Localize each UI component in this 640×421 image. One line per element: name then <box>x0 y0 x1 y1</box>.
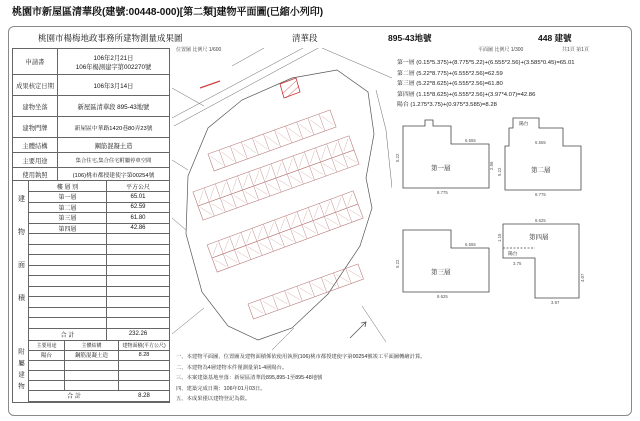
info-value: (106)桃市都授建使字第00254號 <box>72 172 155 179</box>
annex-header <box>29 341 169 351</box>
calc-line: 第二層 (5.22*8.775)+(6.555*2.56)=62.59 <box>397 70 503 77</box>
floor-row-empty <box>29 287 169 298</box>
floor-name: 第四層 <box>29 224 107 234</box>
page-title: 桃園市新屋區清華段(建號:00448-000)[第二類]建物平面圖(已縮小列印) <box>12 7 324 18</box>
calc-line: 陽台 (1.275*3.75)+(0.975*3.585)=8.28 <box>397 102 497 109</box>
annex-columns <box>29 341 169 402</box>
floor-plan-drawings <box>395 112 635 350</box>
info-row-use <box>13 153 169 168</box>
info-value: 新屋區清華段 895-43地號 <box>77 103 150 111</box>
floor-area-value: 42.86 <box>130 225 146 232</box>
floor-row <box>29 192 169 203</box>
info-row-license <box>13 168 169 181</box>
info-value: 新屋區中華路1420巷80弄23號 <box>74 125 153 132</box>
total-value: 232.26 <box>128 331 148 337</box>
info-value: 鋼筋混凝土造 <box>94 142 133 150</box>
info-row-address <box>13 117 169 138</box>
location-map-scale: 位置圖 比例尺 1/600 <box>176 47 222 53</box>
plan-label-balcony-4f: 陽台 <box>508 252 518 257</box>
annex-total-row <box>29 391 169 402</box>
office-title: 桃園市楊梅地政事務所建物測量成果圖 <box>38 33 183 43</box>
info-label: 建物門牌 <box>13 117 58 137</box>
info-value <box>58 49 169 74</box>
info-label: 建物坐落 <box>13 96 58 116</box>
annex-area: 8.28 <box>138 352 150 358</box>
col-header-floor: 樓 層 別 <box>29 181 107 191</box>
notes-block <box>176 352 476 405</box>
annex-use: 陽台 <box>29 351 65 360</box>
info-label: 主要用途 <box>13 153 58 167</box>
neighbor-parcel-lines <box>172 48 392 350</box>
col-header-area: 平方公尺 <box>125 184 150 191</box>
floor-area-value: 65.01 <box>130 193 146 200</box>
subject-parcel <box>280 78 300 98</box>
note-line: 三、本案建築基地坐落：新屋區清華段895,895-1至895-48地號 <box>176 375 323 382</box>
location-map <box>172 48 392 350</box>
annex-row <box>29 351 169 361</box>
dim-label: 3.97 <box>551 300 560 305</box>
floor-row-empty <box>29 276 169 287</box>
floor-row-empty <box>29 308 169 319</box>
annex-structure: 鋼筋混凝土造 <box>65 351 119 360</box>
annex-row-empty <box>29 371 169 381</box>
dim-label: 8.625 <box>437 294 448 299</box>
note-line: 五、本成果僅以建物登記為限。 <box>176 396 251 403</box>
dim-label: 5.22 <box>395 259 400 268</box>
road-label-mark <box>200 81 220 88</box>
floor-area-header <box>29 181 169 192</box>
plan-label-2f: 第二層 <box>531 167 551 174</box>
info-table <box>12 48 170 403</box>
floor-area-total-row <box>29 329 169 341</box>
dim-label: 6.555 <box>465 242 476 247</box>
info-label: 成果核定日期 <box>13 75 58 95</box>
floor-name: 第三層 <box>29 213 107 223</box>
floor-row-empty <box>29 255 169 266</box>
plan-label-balcony-2f: 陽台 <box>519 122 529 127</box>
dim-label: 6.555 <box>535 140 546 145</box>
floor-area-columns <box>29 181 169 341</box>
floor-row-empty <box>29 297 169 308</box>
annex-row-empty <box>29 381 169 391</box>
dim-label: 2.56 <box>489 161 494 170</box>
info-row-application <box>13 49 169 75</box>
land-number: 895-43地號 <box>388 33 432 43</box>
dim-label: 3.75 <box>513 261 522 266</box>
annex-col-use: 主要用途 <box>29 341 65 350</box>
dim-label: 5.22 <box>395 153 400 162</box>
total-value: 8.28 <box>138 392 150 399</box>
section-name: 清華段 <box>292 33 318 43</box>
floor-plan-3f <box>403 230 489 292</box>
floor-area-side-label: 建物面積 <box>13 181 29 341</box>
plan-label-3f: 第三層 <box>431 269 451 276</box>
info-label: 使用執照 <box>13 168 58 180</box>
page-count: 共1頁 第1頁 <box>562 47 589 53</box>
info-value: 106年3月14日 <box>93 82 134 90</box>
floor-row <box>29 203 169 214</box>
note-line: 二、本建物為4層建物本件僅測量第1-4層陽台。 <box>176 364 288 371</box>
floor-row-empty <box>29 245 169 256</box>
annex-col-area: 建物面積(平方公尺) <box>122 342 166 349</box>
plan-label-4f: 第四層 <box>529 234 549 241</box>
north-arrow-icon <box>350 322 366 338</box>
floor-area-table <box>13 181 169 341</box>
dim-label: 8.625 <box>535 218 546 223</box>
area-calculations <box>397 58 635 111</box>
annex-side-label: 附屬建物 <box>13 341 29 402</box>
floor-row-empty <box>29 234 169 245</box>
application-date: 106年2月21日 <box>93 54 134 62</box>
info-row-approval-date <box>13 75 169 96</box>
info-label: 主體結構 <box>13 138 58 152</box>
floor-row <box>29 224 169 235</box>
info-label: 申請書 <box>13 49 58 74</box>
dim-label: 5.22 <box>497 167 502 176</box>
calc-line: 第三層 (5.22*8.625)+(6.555*2.56)=61.80 <box>397 81 503 88</box>
floor-plan-2f <box>505 118 581 190</box>
floor-name: 第二層 <box>29 203 107 213</box>
dim-label: 6.555 <box>465 138 476 143</box>
info-row-location <box>13 96 169 117</box>
annex-table <box>13 341 169 402</box>
dim-label: 8.775 <box>535 192 546 197</box>
note-line: 一、本建物平面圖、位置圖及建物面積係依使用執照(106)桃市都授建使字第00254號竣工平面圖轉繪計算。 <box>176 354 426 360</box>
application-number: 106年楊測建字第002270號 <box>75 63 152 71</box>
dim-label: 1.15 <box>497 233 502 242</box>
floor-row-empty <box>29 266 169 277</box>
dim-label: 8.775 <box>437 190 448 195</box>
floor-row <box>29 213 169 224</box>
subdivision-lot-strips <box>193 110 364 319</box>
calc-line: 第一層 (0.15*5.375)+(8.775*5.22)+(6.555*2.56)+(3.585*0.45)=65.01 <box>397 60 575 66</box>
dim-label: 4.07 <box>580 273 585 282</box>
floor-name: 第一層 <box>29 192 107 202</box>
building-number: 448 建號 <box>538 33 572 43</box>
annex-row-empty <box>29 361 169 371</box>
total-label: 合 計 <box>67 394 81 400</box>
plan-dimensions <box>395 138 585 305</box>
note-line: 四、建築完成日期：106年01月03日。 <box>176 385 266 392</box>
info-row-structure <box>13 138 169 153</box>
floor-plan-1f <box>403 120 489 188</box>
floor-area-value: 61.80 <box>130 214 146 221</box>
plan-scale: 平面圖 比例尺 1/300 <box>478 47 524 53</box>
annex-col-structure: 主體結構 <box>65 341 119 350</box>
info-value: 集合住宅,集合住宅附屬停車空間 <box>75 158 152 164</box>
calc-line: 第四層 (1.15*8.625)+(6.555*2.56)+(3.97*4.07)=42.86 <box>397 91 536 98</box>
total-label: 合 計 <box>29 329 107 340</box>
floor-area-value: 62.59 <box>130 204 146 211</box>
plan-label-1f: 第一層 <box>431 165 451 172</box>
floor-row-empty <box>29 318 169 329</box>
